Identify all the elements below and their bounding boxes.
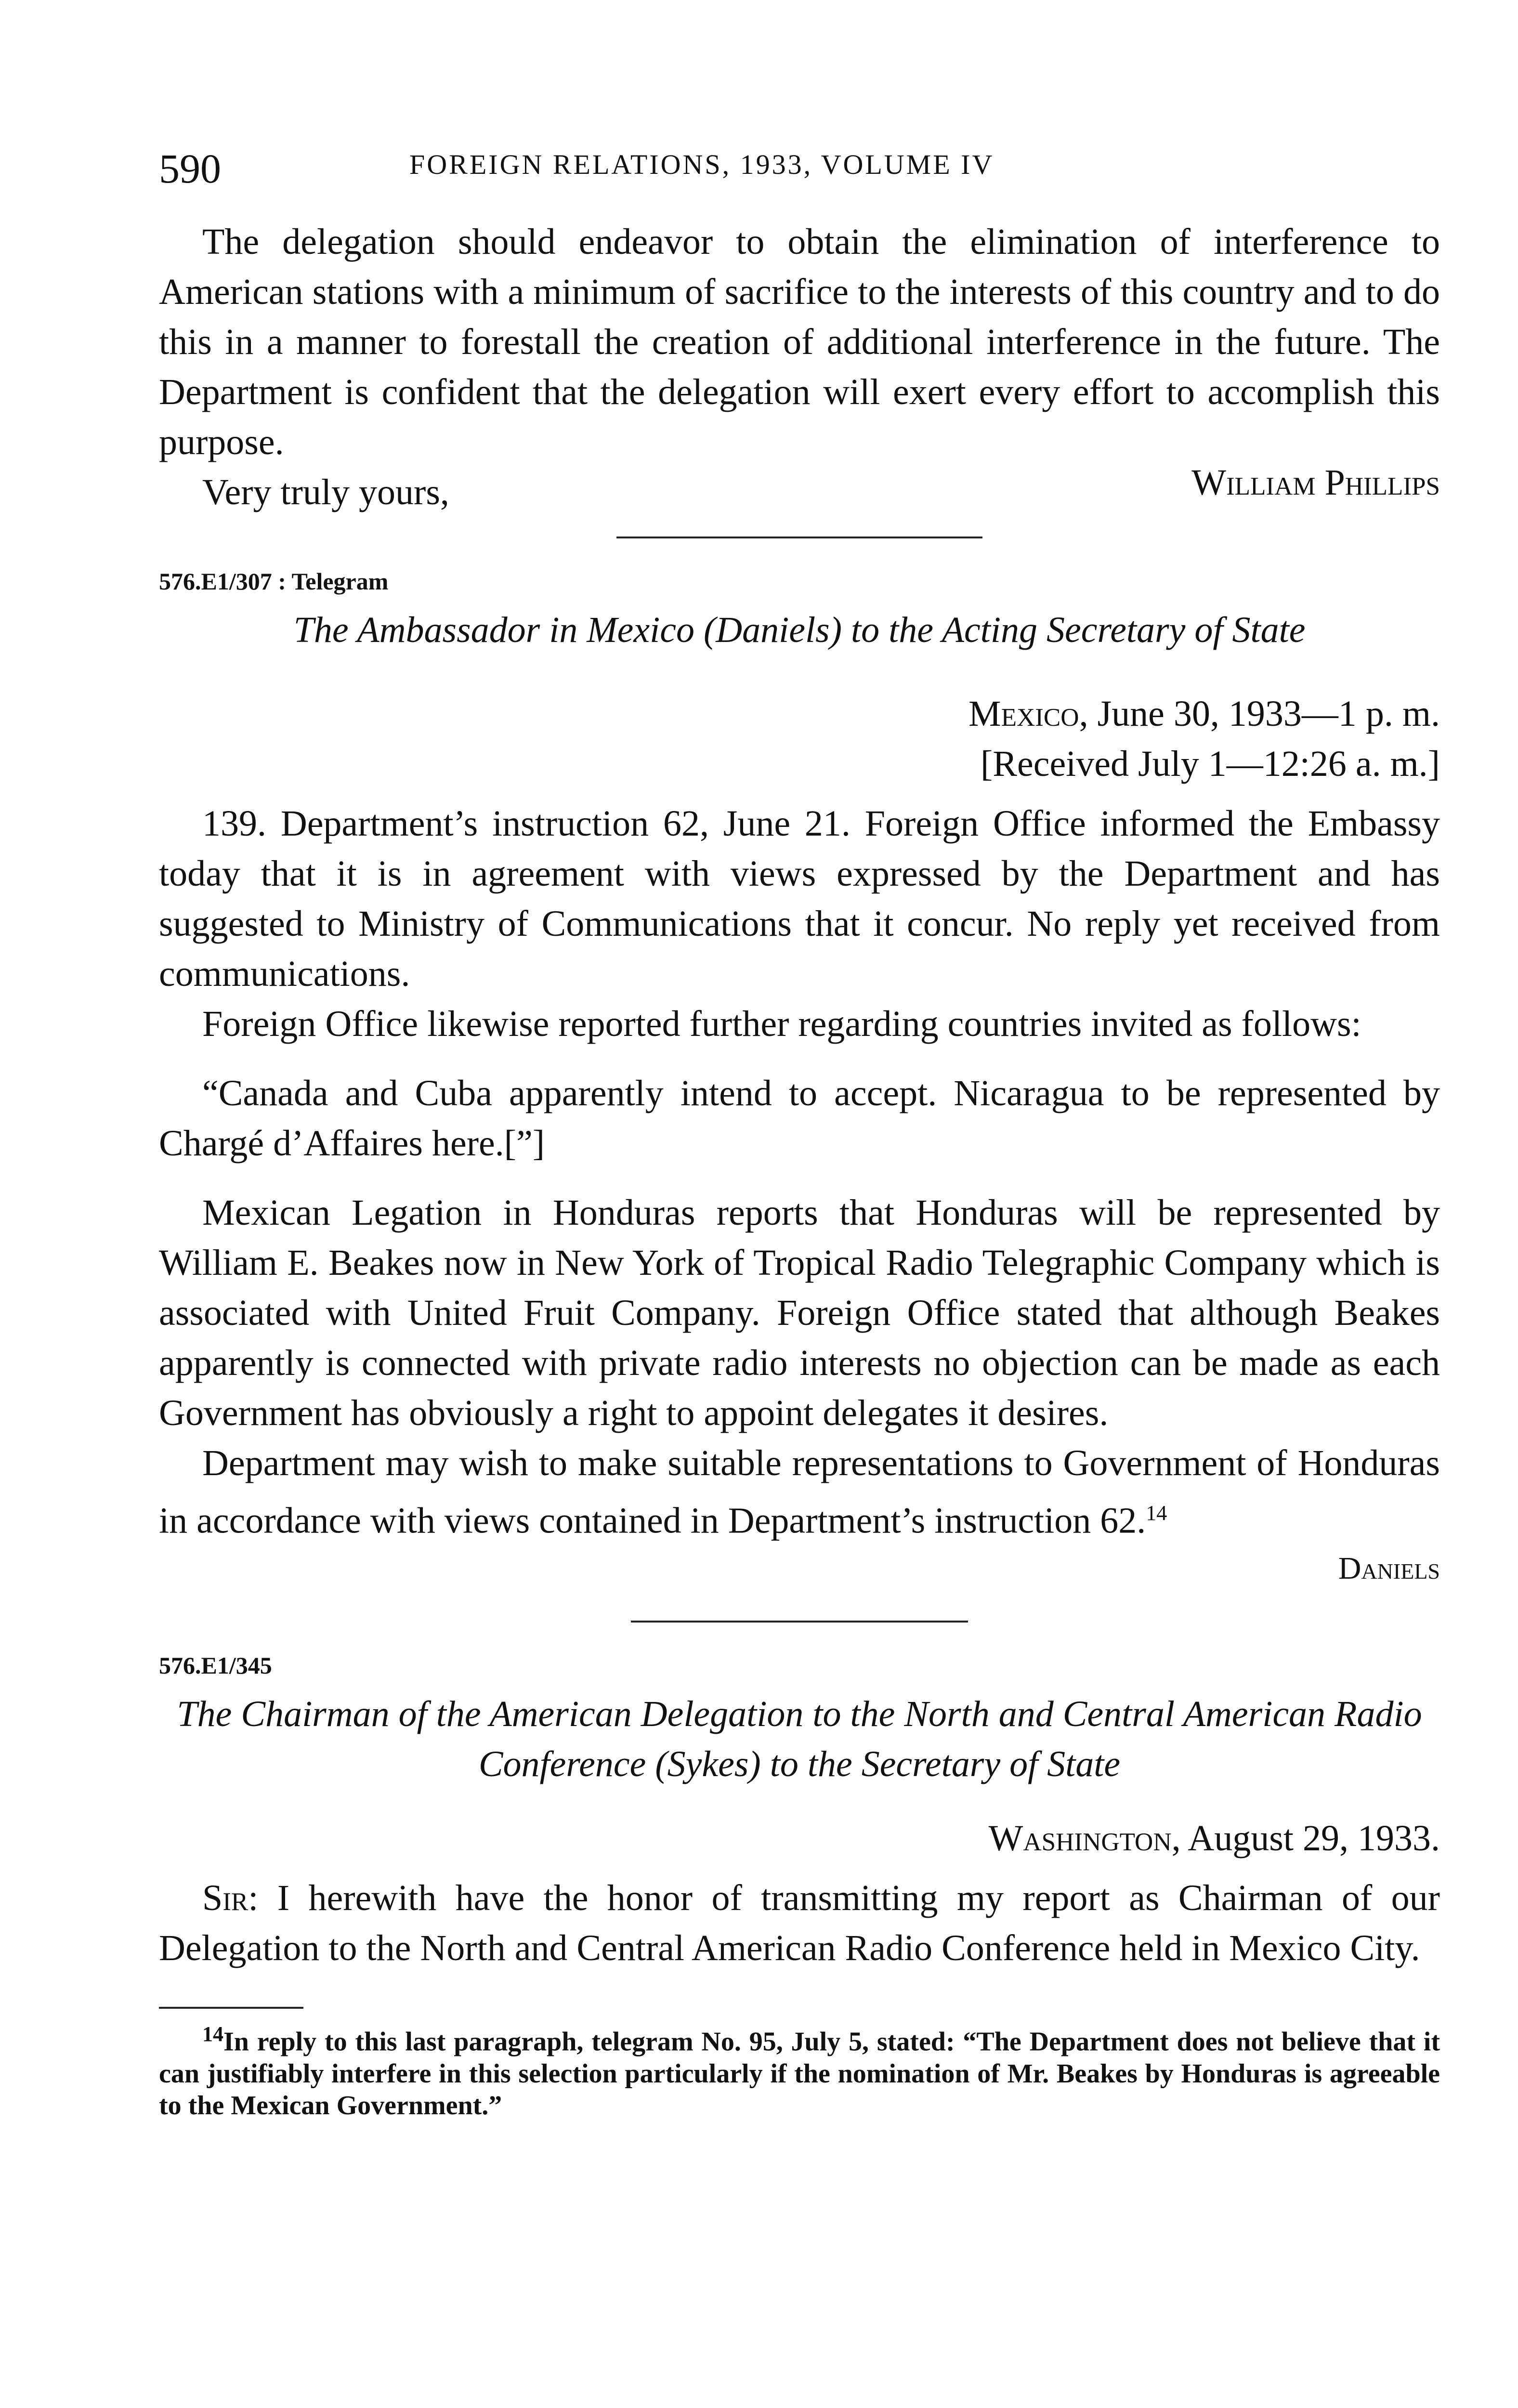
footnote-reference: 14 <box>1146 1501 1167 1525</box>
dateline-place: Mexico <box>968 694 1079 734</box>
paragraph-text: Department may wish to make suitable representations to Government of Honduras in accordance with views contained in Department’s instruction 62. <box>159 1443 1440 1541</box>
running-title: FOREIGN RELATIONS, 1933, VOLUME IV <box>409 149 995 180</box>
footnote <box>159 2018 1440 2121</box>
dateline-date: , August 29, 1933. <box>1171 1818 1440 1859</box>
section-divider <box>616 537 982 538</box>
file-reference: 576.E1/345 <box>159 1652 272 1679</box>
page-number: 590 <box>159 145 221 192</box>
letter-paragraph <box>159 1873 1440 1973</box>
signature-phillips: William Phillips <box>1191 462 1440 503</box>
telegram-paragraph: Mexican Legation in Honduras reports that Honduras will be represented by William E. Beakes now in New York of Tropical Radio Telegraphic Company which is associated with United Fruit Company. Foreign Office stated that although Beakes apparently is connected with private radio interests no objection can be made as each Government has obviously a right to appoint delegates it desires. <box>159 1192 1440 1433</box>
signature-daniels: Daniels <box>1338 1551 1440 1586</box>
telegram-paragraph: Foreign Office likewise reported further regarding countries invited as follows: <box>202 1004 1361 1044</box>
footnote-marker: 14 <box>202 2022 223 2046</box>
document-title: The Ambassador in Mexico (Daniels) to the Acting Secretary of State <box>293 610 1306 650</box>
document-title: The Chairman of the American Delegation to the North and Central American Radio Conference (Sykes) to the Secretary of State <box>177 1694 1422 1785</box>
letter-paragraph: The delegation should endeavor to obtain the elimination of interference to American stations with a minimum of sacrifice to the interests of this country and to do this in a manner to forestall the creation of additional interference in the future. The Department is confident that the delegation will exert every effort to accomplish this purpose. <box>159 222 1440 462</box>
dateline <box>159 689 1440 739</box>
telegram-paragraph: 139. Department’s instruction 62, June 21. Foreign Office informed the Embassy today that it is in agreement with views expressed by the Department and has suggested to Ministry of Communications that it concur. No reply yet received from communications. <box>159 803 1440 994</box>
received-line: [Received July 1—12:26 a. m.] <box>980 744 1440 784</box>
running-head <box>159 144 1440 217</box>
page <box>159 144 1440 2121</box>
dateline <box>159 1813 1440 1863</box>
footnote-divider <box>159 2007 303 2009</box>
dateline-date: , June 30, 1933—1 p. m. <box>1079 694 1440 734</box>
closing-row <box>159 462 1440 517</box>
paragraph-text: : I herewith have the honor of transmitting my report as Chairman of our Delegation to the North and Central American Radio Conference held in Mexico City. <box>159 1878 1440 1969</box>
footnote-text: In reply to this last paragraph, telegram No. 95, July 5, stated: “The Department does not believe that it can justifiably interfere in this selection particularly if the nomination of Mr. Beakes by Honduras is agreeable to the Mexican Government.” <box>159 2027 1440 2120</box>
telegram-paragraph <box>159 1438 1440 1545</box>
section-divider <box>631 1621 968 1623</box>
closing: Very truly yours, <box>202 472 449 512</box>
salutation: Sir <box>202 1878 249 1919</box>
file-reference: 576.E1/307 : Telegram <box>159 568 389 595</box>
dateline-place: Washington <box>988 1818 1172 1859</box>
quoted-report: “Canada and Cuba apparently intend to accept. Nicaragua to be represented by Chargé d’Affaires here.[”] <box>159 1073 1440 1164</box>
